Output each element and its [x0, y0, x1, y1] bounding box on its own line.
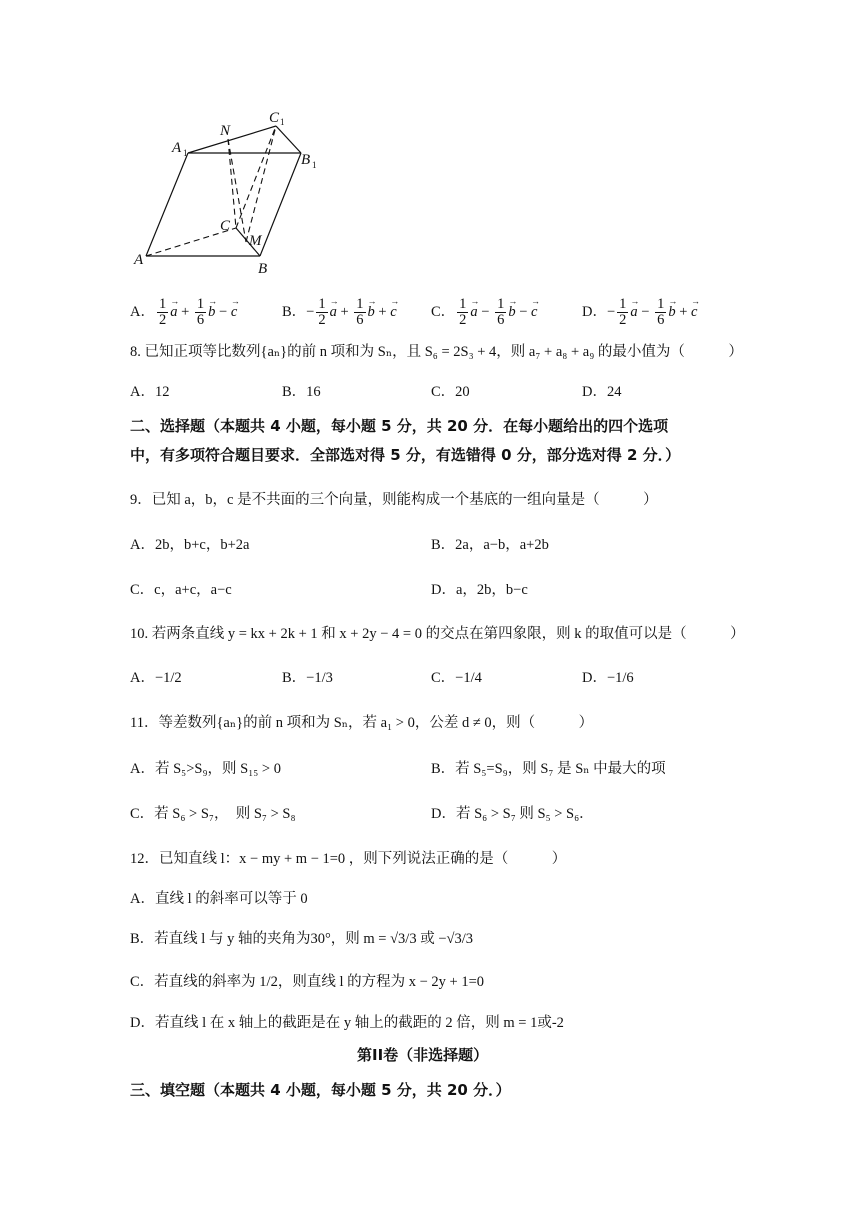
- q7-option-b[interactable]: B．− $\frac{1}{2}$ → a + $\frac{1}{6}$ → b + → c: [282, 297, 397, 328]
- q7-option-d[interactable]: D．− $\frac{1}{2}$ → a − $\frac{1}{6}$ → b + → c: [582, 297, 697, 328]
- label-b1: B: [301, 152, 311, 168]
- q8-option-a[interactable]: A．12: [130, 384, 170, 400]
- q7-option-b-letter: B．: [282, 303, 307, 320]
- q12-option-a[interactable]: A．直线 l 的斜率可以等于 0: [130, 891, 308, 907]
- q12-option-d[interactable]: D．若直线 l 在 x 轴上的截距是在 y 轴上的截距的 2 倍，则 m = 1或-2: [130, 1015, 564, 1031]
- q11-option-d[interactable]: D．若 S₆ > S₇ 则 S₅ > S₆．: [431, 806, 594, 822]
- q7-option-a[interactable]: A． $\frac{1}{2}$ → a + $\frac{1}{6}$ → b − → c: [130, 297, 237, 328]
- q11-stem: 11．等差数列{aₙ}的前 n 项和为 Sₙ，若 a₁ > 0，公差 d ≠ 0，则（ ）: [130, 715, 594, 731]
- q10-option-b[interactable]: B．−1/3: [282, 670, 333, 686]
- q7-option-c-letter: C．: [431, 303, 456, 320]
- section3-heading: 三、填空题（本题共 4 小题，每小题 5 分，共 20 分．）: [130, 1081, 511, 1099]
- q11-option-c[interactable]: C．若 S₆ > S₇， 则 S₇ > S₈: [130, 806, 296, 822]
- label-a1-sub: 1: [183, 148, 188, 158]
- part2-title: 第II卷（非选择题）: [357, 1046, 489, 1064]
- label-a: A: [134, 252, 144, 268]
- q8-option-c[interactable]: C．20: [431, 384, 470, 400]
- q9-stem: 9．已知 a，b，c 是不共面的三个向量，则能构成一个基底的一组向量是（ ）: [130, 492, 658, 508]
- q9-option-d[interactable]: D．a，2b，b−c: [431, 582, 528, 598]
- section2-line1: 二、选择题（本题共 4 小题，每小题 5 分，共 20 分．在每小题给出的四个选项: [130, 417, 669, 435]
- label-b1-sub: 1: [312, 160, 317, 170]
- label-c1-sub: 1: [280, 117, 285, 127]
- q10-option-c[interactable]: C．−1/4: [431, 670, 482, 686]
- q9-option-b[interactable]: B．2a，a−b，a+2b: [431, 537, 549, 553]
- geometry-figure: [128, 108, 328, 283]
- section2-line2: 中，有多项符合题目要求．全部选对得 5 分，有选错得 0 分，部分选对得 2 分．）: [130, 446, 681, 464]
- label-c: C: [220, 218, 231, 234]
- q8-stem: 8. 已知正项等比数列{aₙ}的前 n 项和为 Sₙ，且 S₆ = 2S₃ + 4，则 a₇ + a₈ + a₉ 的最小值为（ ）: [130, 344, 743, 360]
- q7-option-c[interactable]: C． $\frac{1}{2}$ → a − $\frac{1}{6}$ → b − → c: [431, 297, 537, 328]
- q7-option-d-letter: D．: [582, 303, 607, 320]
- q7-option-a-letter: A．: [130, 303, 155, 320]
- q9-option-c[interactable]: C．c，a+c，a−c: [130, 582, 232, 598]
- q10-stem: 10. 若两条直线 y = kx + 2k + 1 和 x + 2y − 4 = 0 的交点在第四象限，则 k 的取值可以是（ ）: [130, 626, 745, 642]
- q9-option-a[interactable]: A．2b，b+c，b+2a: [130, 537, 250, 553]
- q8-option-b[interactable]: B．16: [282, 384, 321, 400]
- q12-stem: 12．已知直线 l：x − my + m − 1=0 ，则下列说法正确的是（ ）: [130, 851, 567, 867]
- q10-option-a[interactable]: A．−1/2: [130, 670, 182, 686]
- label-a1: A: [172, 140, 182, 156]
- label-c1: C: [269, 110, 280, 126]
- q8-option-d[interactable]: D．24: [582, 384, 622, 400]
- label-b: B: [258, 261, 268, 277]
- label-n: N: [220, 123, 231, 139]
- q12-option-c[interactable]: C．若直线的斜率为 1/2，则直线 l 的方程为 x − 2y + 1=0: [130, 974, 485, 990]
- q11-option-b[interactable]: B．若 S₅=S₉，则 S₇ 是 Sₙ 中最大的项: [431, 761, 666, 777]
- q10-option-d[interactable]: D．−1/6: [582, 670, 634, 686]
- label-m: M: [249, 233, 262, 249]
- q12-option-b[interactable]: B．若直线 l 与 y 轴的夹角为30°，则 m = √3/3 或 −√3/3: [130, 931, 473, 947]
- q11-option-a[interactable]: A．若 S₅>S₉，则 S₁₅ > 0: [130, 761, 281, 777]
